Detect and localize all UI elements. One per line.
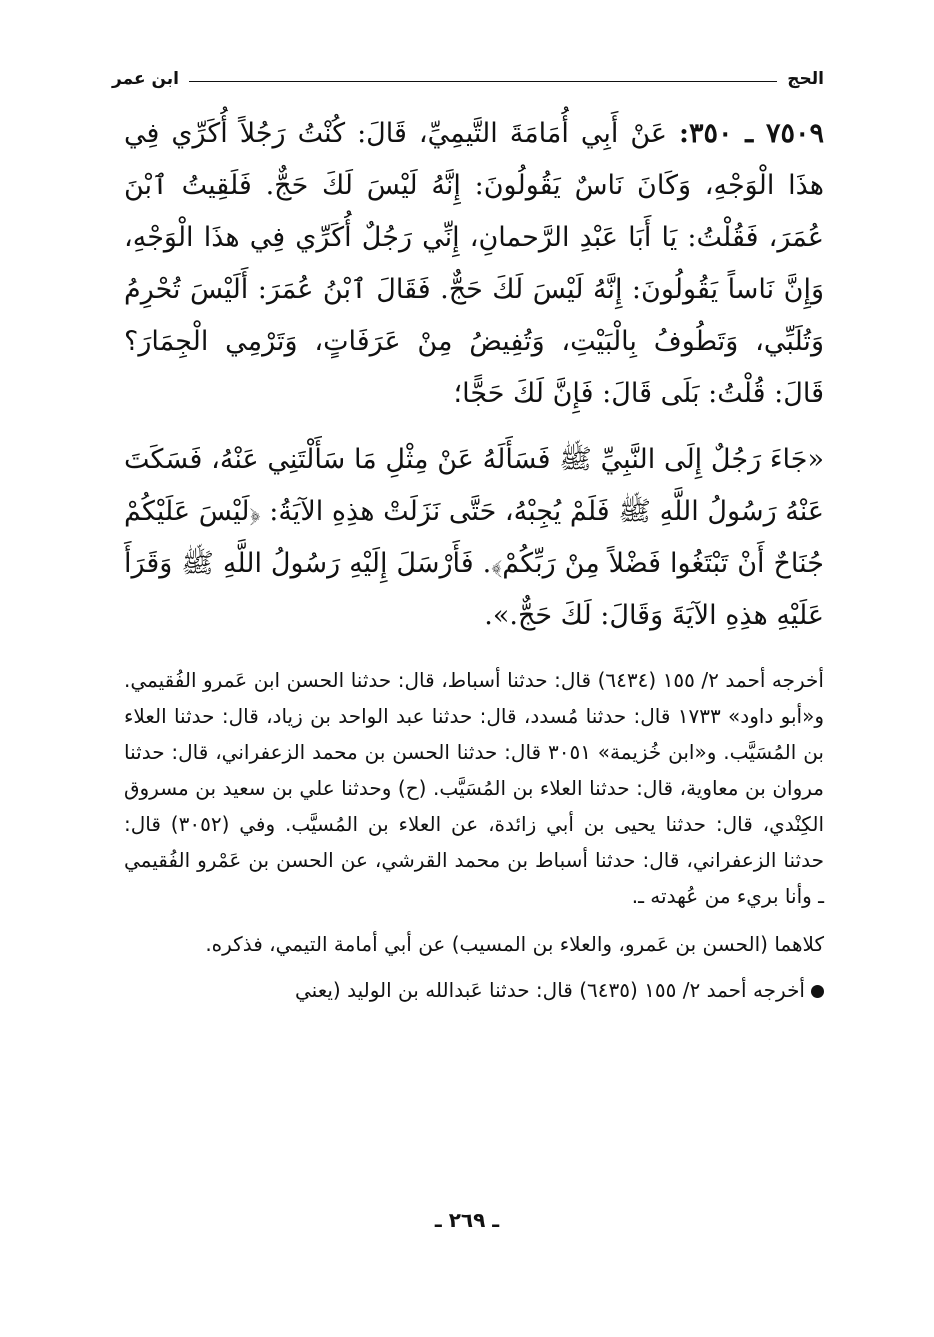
takhrij-paragraph-3 [124,972,824,1008]
takhrij-paragraph-2: كلاهما (الحسن بن عَمرو، والعلاء بن المسيب) عن أبي أمامة التيمي، فذكره. [205,932,824,956]
running-header [112,64,824,94]
hadith-paragraph [124,108,824,420]
takhrij-paragraph-1: أخرجه أحمد ٢/ ١٥٥ (٦٤٣٤) قال: حدثنا أسباط، قال: حدثنا الحسن ابن عَمرو الفُقيمي. و«أبو داود» ١٧٣٣ قال: حدثنا مُسدد، قال: حدثنا عبد الواحد بن زياد، قال: حدثنا العلاء بن المُسَيَّب. و«ابن خُزيمة» ٣٠٥١ قال: حدثنا الحسن بن محمد الزعفراني، قال: حدثنا مروان بن معاوية، قال: حدثنا العلاء بن المُسَيَّب. (ح) وحدثنا علي بن سعيد بن مسروق الكِنْدي، قال: حدثنا يحيى بن أبي زائدة، عن العلاء بن المُسيَّب. وفي (٣٠٥٢) قال: حدثنا الزعفراني، قال: حدثنا أسباط بن محمد القرشي، عن الحسن بن عَمْرو الفُقيمي ـ وأنا بريء من عُهدته ـ. [124,668,825,908]
takhrij-paragraph-3-text: أخرجه أحمد ٢/ ١٥٥ (٦٤٣٥) قال: حدثنا عَبدالله بن الوليد (يعني [295,978,805,1002]
chapter-title: الحج [787,69,824,89]
page-number: ـ ٢٦٩ ـ [434,1208,500,1232]
bullet-icon [811,985,824,998]
hadith-text: عَنْ أَبِي أُمَامَةَ التَّيمِيِّ، قَالَ: كُنْتُ رَجُلاً أُكَرِّي فِي هذَا الْوَجْهِ، وَكَانَ نَاسٌ يَقُولُونَ: إِنَّهُ لَيْسَ لَكَ حَجٌّ. فَلَقِيتُ ٱبْنَ عُمَرَ، فَقُلْتُ: يَا أَبَا عَبْدِ الرَّحمانِ، إِنِّي رَجُلٌ أُكَرِّي فِي هذَا الْوَجْهِ، وَإِنَّ نَاساً يَقُولُونَ: إِنَّهُ لَيْسَ لَكَ حَجٌّ. فَقَالَ ٱبْنُ عُمَرَ: أَلَيْسَ تُحْرِمُ وَتُلَبِّي، وَتَطُوفُ بِالْبَيْتِ، وَتُفِيضُ مِنْ عَرَفَاتٍ، وَتَرْمِي الْجِمَارَ؟ قَالَ: قُلْتُ: بَلَى قَالَ: فَإِنَّ لَكَ حَجًّا؛ [124,118,824,409]
page-content [124,108,824,1008]
header-rule [189,81,777,82]
hadith-number: ٧٥٠٩ ـ ٣٥٠: [678,118,824,149]
narrator-title: ابن عمر [112,69,180,89]
prophet-narration: «جَاءَ رَجُلٌ إِلَى النَّبِيِّ ﷺ فَسَأَلَهُ عَنْ مِثْلِ مَا سَأَلْتَنِي عَنْهُ، فَسَكَتَ عَنْهُ رَسُولُ اللَّهِ ﷺ فَلَمْ يُجِبْهُ، حَتَّى نَزَلَتْ هذِهِ الآيَةُ: ﴿لَيْسَ عَلَيْكُمْ جُنَاحٌ أَنْ تَبْتَغُوا فَضْلاً مِنْ رَبِّكُمْ﴾. فَأَرْسَلَ إِلَيْهِ رَسُولُ اللَّهِ ﷺ وَقَرَأَ عَلَيْهِ هذِهِ الآيَةَ وَقَالَ: لَكَ حَجٌّ.». [124,444,824,631]
